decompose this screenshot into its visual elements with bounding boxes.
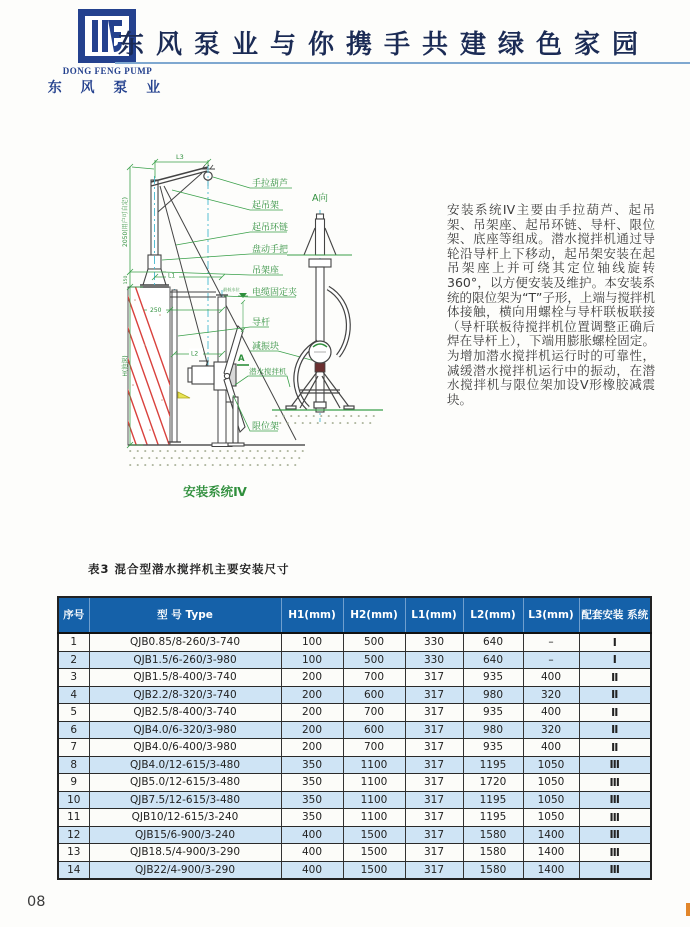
table-cell: QJB10/12-615/3-240 xyxy=(89,809,281,827)
table-cell: 350 xyxy=(281,809,343,827)
page-slogan: 东风泵业与你携手共建绿色家园 xyxy=(118,30,651,60)
sand-texture-left xyxy=(130,451,303,465)
table-cell: QJB2.5/8-400/3-740 xyxy=(89,704,281,722)
table-cell: 1100 xyxy=(343,791,405,809)
table-cell: QJB22/4-900/3-290 xyxy=(89,861,281,879)
table-cell: 9 xyxy=(58,774,89,792)
column-header: 型 号 Type xyxy=(89,597,281,633)
table-cell: 400 xyxy=(523,739,579,757)
table-cell: 330 xyxy=(405,651,463,669)
table-cell: – xyxy=(523,651,579,669)
table-cell: 330 xyxy=(405,633,463,651)
table-cell: QJB1.5/8-400/3-740 xyxy=(89,669,281,687)
table-cell: 8 xyxy=(58,756,89,774)
table-cell: 317 xyxy=(405,756,463,774)
table-cell: 7 xyxy=(58,739,89,757)
table-cell: Ⅲ xyxy=(579,774,651,792)
table-cell: 1580 xyxy=(463,826,523,844)
table-cell: 400 xyxy=(281,826,343,844)
table-cell: Ⅲ xyxy=(579,844,651,862)
table-cell: 1195 xyxy=(463,791,523,809)
edge-page-mark xyxy=(686,903,690,916)
column-header: L1(mm) xyxy=(405,597,463,633)
table-cell: 350 xyxy=(281,756,343,774)
label-cable-clamp: 电缆固定夹 xyxy=(252,288,298,298)
table-cell: QJB1.5/6-260/3-980 xyxy=(89,651,281,669)
dim-2050: 2050(用户可自定) xyxy=(122,197,129,247)
column-header: 配套安装 系统 xyxy=(579,597,651,633)
sand-texture-right xyxy=(276,416,380,423)
table-row xyxy=(58,651,651,669)
table-cell: 200 xyxy=(281,686,343,704)
table-cell: QJB5.0/12-615/3-480 xyxy=(89,774,281,792)
table-cell: 12 xyxy=(58,826,89,844)
table-cell: Ⅱ xyxy=(579,704,651,722)
damper-wedge xyxy=(178,392,190,398)
table-cell: 1050 xyxy=(523,809,579,827)
table-cell: 317 xyxy=(405,774,463,792)
label-hand-hoist: 手拉葫芦 xyxy=(252,179,289,189)
table-row xyxy=(58,633,651,651)
table-cell: 1580 xyxy=(463,844,523,862)
label-hanger-seat: 吊架座 xyxy=(252,266,280,276)
table-cell: 600 xyxy=(343,721,405,739)
table-row xyxy=(58,669,651,687)
table-cell: 1100 xyxy=(343,756,405,774)
table-cell: Ⅲ xyxy=(579,861,651,879)
column-header: L2(mm) xyxy=(463,597,523,633)
logo-text-en: DONG FENG PUMP xyxy=(62,66,153,76)
table-cell: 400 xyxy=(523,704,579,722)
table-cell: 935 xyxy=(463,704,523,722)
table-cell: 935 xyxy=(463,739,523,757)
dim-l1: L1 xyxy=(168,272,176,280)
column-header: L3(mm) xyxy=(523,597,579,633)
table-cell: 13 xyxy=(58,844,89,862)
table-cell: 1500 xyxy=(343,861,405,879)
water-level-label: 最低水位 xyxy=(223,287,240,292)
table-cell: 1580 xyxy=(463,861,523,879)
table-row xyxy=(58,721,651,739)
table-cell: 1050 xyxy=(523,791,579,809)
table-header-row xyxy=(58,597,651,633)
section-arrow-label: A xyxy=(238,354,245,364)
table-cell: 320 xyxy=(523,686,579,704)
table-cell: QJB15/6-900/3-240 xyxy=(89,826,281,844)
table-cell: 700 xyxy=(343,669,405,687)
table-cell: 1100 xyxy=(343,809,405,827)
table-cell: QJB4.0/6-320/3-980 xyxy=(89,721,281,739)
table-cell: 400 xyxy=(523,669,579,687)
table-cell: 935 xyxy=(463,669,523,687)
table-cell: 640 xyxy=(463,633,523,651)
table-cell: 14 xyxy=(58,861,89,879)
column-header: H1(mm) xyxy=(281,597,343,633)
label-limit-frame: 限位架 xyxy=(252,422,280,432)
table-cell: 1400 xyxy=(523,826,579,844)
table-cell: Ⅲ xyxy=(579,826,651,844)
table-row xyxy=(58,704,651,722)
table-cell: 1720 xyxy=(463,774,523,792)
table-cell: QJB0.85/8-260/3-740 xyxy=(89,633,281,651)
table-row xyxy=(58,739,651,757)
table-cell: 100 xyxy=(281,633,343,651)
table-cell: 500 xyxy=(343,633,405,651)
label-lifting-frame: 起吊架 xyxy=(252,201,280,211)
leader-lines xyxy=(162,177,315,431)
table-cell: Ⅰ xyxy=(579,651,651,669)
table-cell: 5 xyxy=(58,704,89,722)
diagram-caption: 安装系统Ⅳ xyxy=(183,484,247,499)
table-row xyxy=(58,686,651,704)
table-title: 表3 混合型潜水搅拌机主要安装尺寸 xyxy=(88,562,290,576)
table-cell: 1400 xyxy=(523,844,579,862)
table-cell: 317 xyxy=(405,704,463,722)
view-a-label: A向 xyxy=(312,193,328,204)
dim-l3: L3 xyxy=(176,153,184,161)
table-row xyxy=(58,809,651,827)
table-cell: Ⅰ xyxy=(579,633,651,651)
table-cell: 200 xyxy=(281,739,343,757)
table-cell: 640 xyxy=(463,651,523,669)
table-cell: 600 xyxy=(343,686,405,704)
table-cell: 200 xyxy=(281,704,343,722)
column-header: 序号 xyxy=(58,597,89,633)
table-cell: QJB2.2/8-320/3-740 xyxy=(89,686,281,704)
table-cell: 317 xyxy=(405,861,463,879)
table-cell: Ⅲ xyxy=(579,791,651,809)
table-cell: Ⅲ xyxy=(579,809,651,827)
table-cell: 1 xyxy=(58,633,89,651)
table-cell: 1195 xyxy=(463,756,523,774)
logo-text-cn: 东 风 泵 业 xyxy=(47,80,168,96)
table-row xyxy=(58,774,651,792)
dim-l2: L2 xyxy=(191,350,199,358)
header-divider xyxy=(115,62,690,64)
table-cell: Ⅱ xyxy=(579,669,651,687)
table-cell: 980 xyxy=(463,721,523,739)
table-cell: QJB4.0/6-400/3-980 xyxy=(89,739,281,757)
table-cell: QJB7.5/12-615/3-480 xyxy=(89,791,281,809)
table-row xyxy=(58,826,651,844)
table-cell: 1400 xyxy=(523,861,579,879)
table-cell: 700 xyxy=(343,739,405,757)
lifting-frame xyxy=(140,167,208,287)
table-cell: 350 xyxy=(281,774,343,792)
table-cell: 4 xyxy=(58,686,89,704)
label-turning-handle: 盘动手把 xyxy=(252,245,289,255)
table-cell: – xyxy=(523,633,579,651)
table-cell: 317 xyxy=(405,686,463,704)
label-guide-rod: 导杆 xyxy=(252,318,271,328)
table-cell: 200 xyxy=(281,721,343,739)
table-cell: 500 xyxy=(343,651,405,669)
table-row xyxy=(58,756,651,774)
label-lifting-chain: 起吊环链 xyxy=(252,223,289,233)
description-paragraph: 安装系统IV主要由手拉葫芦、起吊架、吊架座、起吊环链、导杆、限位架、底座等组成。潜水搅拌机通过导轮沿导杆上下移动，起吊架安装在起吊架座上并可绕其定位轴线旋转360°，以方便安装及维护。本安装系统的限位架为“T”子形，上端与搅拌机体接触，横向用螺栓与导杆联板联接（导杆联板待搅拌机位置调整正确后焊在导杆上），下端用膨胀螺栓固定。为增加潜水搅拌机运行时的可靠性，减缓潜水搅拌机运行中的振动，在潜水搅拌机与限位架加设V形橡胶减震块。 xyxy=(447,202,655,407)
spec-table-body xyxy=(58,633,651,879)
table-cell: 700 xyxy=(343,704,405,722)
dim-150: 150 xyxy=(124,275,129,285)
table-cell: 980 xyxy=(463,686,523,704)
table-cell: 1500 xyxy=(343,826,405,844)
table-cell: 317 xyxy=(405,809,463,827)
table-cell: 2 xyxy=(58,651,89,669)
page-number: 08 xyxy=(27,894,46,910)
table-cell: 11 xyxy=(58,809,89,827)
table-cell: Ⅲ xyxy=(579,756,651,774)
table-cell: 320 xyxy=(523,721,579,739)
pool-wall xyxy=(100,280,193,450)
table-cell: 317 xyxy=(405,791,463,809)
table-cell: Ⅱ xyxy=(579,721,651,739)
table-cell: 317 xyxy=(405,844,463,862)
table-cell: 400 xyxy=(281,861,343,879)
spec-table xyxy=(57,596,652,880)
label-damper-block: 减振块 xyxy=(252,342,280,352)
installation-diagram xyxy=(100,140,445,512)
table-cell: 400 xyxy=(281,844,343,862)
table-cell: 1100 xyxy=(343,774,405,792)
table-cell: 6 xyxy=(58,721,89,739)
table-cell: 317 xyxy=(405,721,463,739)
table-cell: 1050 xyxy=(523,756,579,774)
column-header: H2(mm) xyxy=(343,597,405,633)
table-cell: Ⅱ xyxy=(579,686,651,704)
table-cell: 100 xyxy=(281,651,343,669)
table-cell: Ⅱ xyxy=(579,739,651,757)
table-cell: 317 xyxy=(405,826,463,844)
table-cell: 317 xyxy=(405,739,463,757)
dim-pool-depth: H(池深) xyxy=(122,355,129,377)
table-cell: QJB4.0/12-615/3-480 xyxy=(89,756,281,774)
table-cell: 3 xyxy=(58,669,89,687)
table-cell: 317 xyxy=(405,669,463,687)
table-cell: 1500 xyxy=(343,844,405,862)
table-cell: 1050 xyxy=(523,774,579,792)
dim-250: 250 xyxy=(150,307,162,314)
label-submersible-mixer: 潜水搅拌机 xyxy=(249,367,287,376)
table-row xyxy=(58,861,651,879)
table-cell: 1195 xyxy=(463,809,523,827)
table-cell: 350 xyxy=(281,791,343,809)
table-row xyxy=(58,844,651,862)
table-cell: 10 xyxy=(58,791,89,809)
table-cell: QJB18.5/4-900/3-290 xyxy=(89,844,281,862)
table-cell: 200 xyxy=(281,669,343,687)
table-row xyxy=(58,791,651,809)
